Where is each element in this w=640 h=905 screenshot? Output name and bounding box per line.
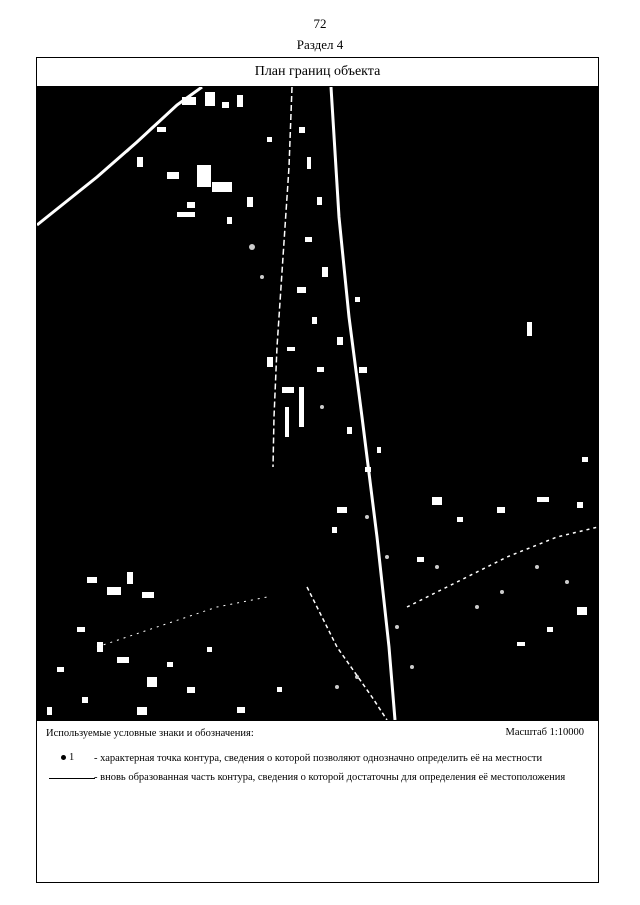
line-symbol: [47, 772, 91, 784]
point-number: 1: [69, 752, 75, 763]
point-dot-icon: [61, 755, 66, 760]
plan-frame: [36, 57, 599, 883]
legend-title: Используемые условные знаки и обозначения:: [46, 728, 254, 739]
legend-item-text: - характерная точка контура, сведения о которой позволяют однозначно определить её на местности: [94, 753, 543, 764]
map-scale: Масштаб 1:10000: [505, 727, 584, 738]
legend: [37, 720, 598, 883]
plan-title: План границ объекта: [37, 58, 598, 87]
point-symbol: [47, 753, 91, 765]
contour-line-icon: [49, 778, 95, 779]
page-number: 72: [313, 16, 327, 31]
legend-item-text: - вновь образованная часть контура, сведения о которой достаточны для определения её местоположения: [94, 772, 566, 783]
aerial-map: [37, 87, 598, 720]
section-title: Раздел 4: [296, 37, 344, 52]
aerial-map-graphic: [37, 87, 598, 720]
